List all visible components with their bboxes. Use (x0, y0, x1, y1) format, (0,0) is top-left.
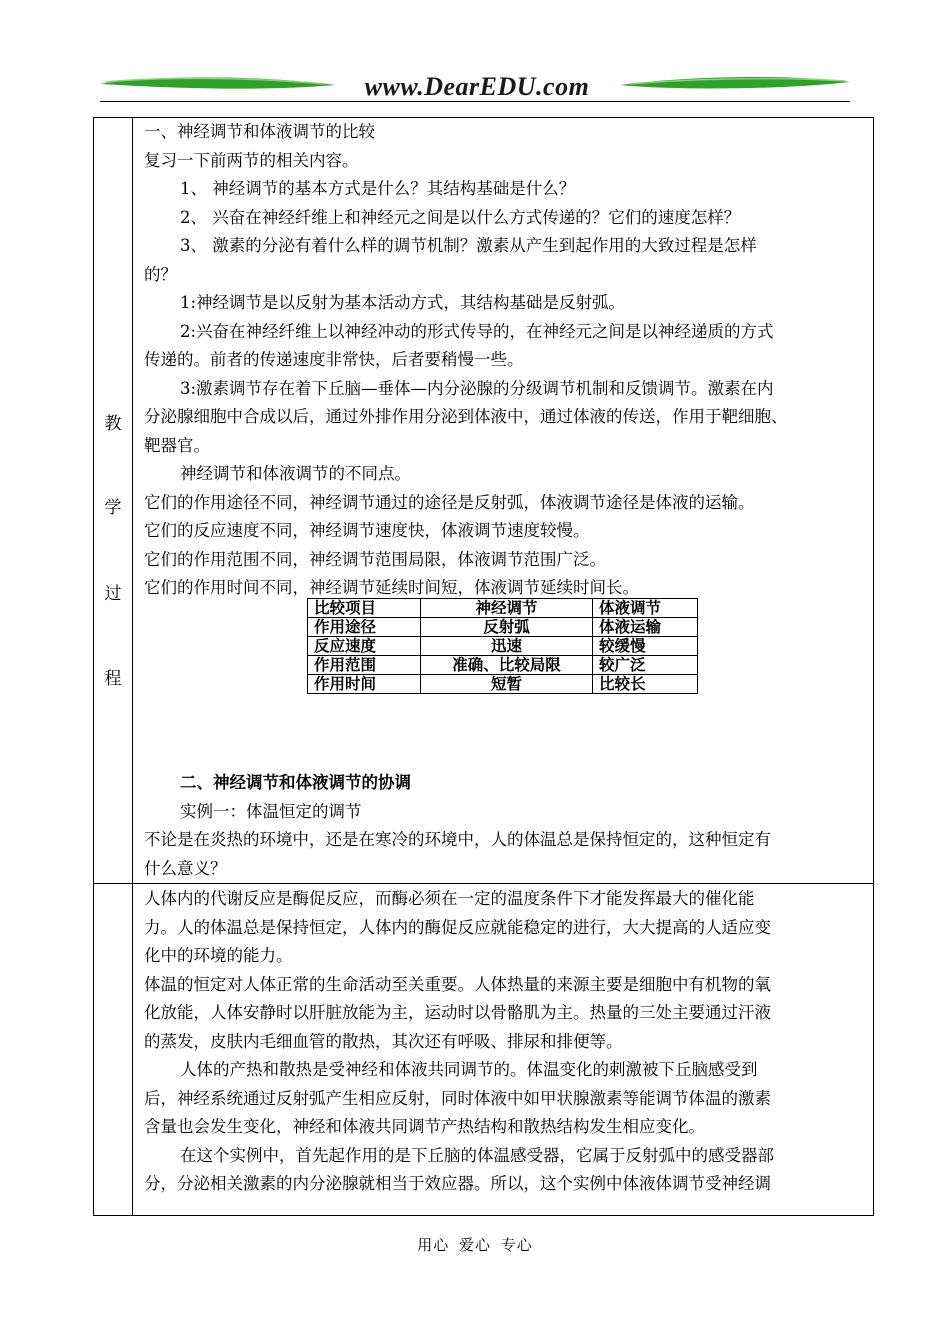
table-cell: 体液运输 (593, 618, 698, 637)
paragraph: 复习一下前两节的相关内容。 (144, 150, 359, 170)
difference-item: 它们的反应速度不同，神经调节速度快，体液调节速度较慢。 (144, 521, 590, 540)
sidebar-label-column (94, 118, 133, 883)
table-cell: 比较长 (593, 675, 698, 694)
table-cell: 作用途径 (308, 618, 421, 637)
table-row (308, 599, 698, 618)
table-cell: 神经调节 (421, 599, 593, 618)
table-row (308, 618, 698, 637)
lesson-frame-bottom (93, 883, 874, 1216)
review-question: 1、 神经调节的基本方式是什么？其结构基础是什么？ (180, 179, 576, 198)
answer-cont: 靶器官。 (144, 435, 210, 455)
part2-content (144, 885, 868, 1199)
sidebar-label-column (94, 884, 133, 1215)
paragraph: 分，分泌相关激素的内分泌腺就相当于效应器。所以，这个实例中体液体调节受神经调 (144, 1174, 771, 1193)
difference-item: 它们的作用范围不同，神经调节范围局限，体液调节范围广泛。 (144, 549, 606, 569)
table-row (308, 637, 698, 656)
paragraph: 人体的产热和散热是受神经和体液共同调节的。体温变化的刺激被下丘脑感受到 (180, 1060, 758, 1079)
table-cell: 体液调节 (593, 599, 698, 618)
table-cell: 作用范围 (308, 656, 421, 675)
answer: 2:兴奋在神经纤维上以神经冲动的形式传导的，在神经元之间是以神经递质的方式 (180, 321, 774, 341)
section-heading: 二、神经调节和体液调节的协调 (180, 773, 411, 792)
answer: 1:神经调节是以反射为基本活动方式，其结构基础是反射弧。 (180, 293, 626, 312)
paragraph: 人体内的代谢反应是酶促反应，而酶必须在一定的温度条件下才能发挥最大的催化能 (144, 889, 755, 908)
table-cell: 作用时间 (308, 675, 421, 694)
page-footer: 用心 爱心 专心 (417, 1236, 533, 1254)
difference-item: 它们的作用途径不同，神经调节通过的途径是反射弧，体液调节途径是体液的运输。 (144, 492, 755, 512)
paragraph: 化放能，人体安静时以肝脏放能为主，运动时以骨骼肌为主。热量的三处主要通过汗液 (144, 1003, 771, 1022)
table-cell: 迅速 (421, 637, 593, 656)
section1-content (144, 118, 868, 603)
paragraph: 不论是在炎热的环境中，还是在寒冷的环境中，人的体温总是保持恒定的，这种恒定有 (144, 830, 771, 849)
paragraph: 的蒸发，皮肤内毛细血管的散热，其次还有呼吸、排尿和排便等。 (144, 1031, 623, 1051)
sidebar-label-char: 教 (104, 414, 122, 434)
paragraph: 力。人的体温总是保持恒定，人体内的酶促反应就能稳定的进行，大大提高的人适应变 (144, 917, 771, 937)
paragraph: 后，神经系统通过反射弧产生相应反射，同时体液中如甲状腺激素等能调节体温的激素 (144, 1088, 771, 1108)
section2-content (144, 769, 868, 883)
paragraph: 化中的环境的能力。 (144, 946, 293, 965)
site-header (100, 70, 850, 104)
difference-item: 它们的作用时间不同，神经调节延续时间短，体液调节延续时间长。 (144, 578, 639, 597)
answer: 3:激素调节存在着下丘脑—垂体—内分泌腺的分级调节机制和反馈调节。激素在内 (180, 378, 774, 398)
table-cell: 反应速度 (308, 637, 421, 656)
paragraph: 体温的恒定对人体正常的生命活动至关重要。人体热量的来源主要是细胞中有机物的氧 (144, 974, 771, 994)
paragraph: 在这个实例中，首先起作用的是下丘脑的体温感受器，它属于反射弧中的感受器部 (180, 1145, 774, 1165)
sidebar-label-char: 过 (104, 584, 122, 604)
comparison-table (307, 598, 698, 694)
table-cell: 短暂 (421, 675, 593, 694)
site-logo-text: www.DearEDU.com (364, 72, 590, 101)
table-row (308, 675, 698, 694)
table-cell: 比较项目 (308, 599, 421, 618)
answer-cont: 分泌腺细胞中合成以后，通过外排作用分泌到体液中，通过体液的传送，作用于靶细胞、 (144, 407, 788, 426)
table-cell: 较广泛 (593, 656, 698, 675)
sidebar-label-char: 程 (104, 669, 122, 689)
lesson-frame-top (93, 117, 874, 884)
paragraph: 含量也会发生变化，神经和体液共同调节产热结构和散热结构发生相应变化。 (144, 1117, 705, 1136)
example-title: 实例一：体温恒定的调节 (180, 801, 362, 821)
paragraph: 什么意义？ (144, 858, 227, 878)
review-question: 3、 激素的分泌有着什么样的调节机制？激素从产生到起作用的大致过程是怎样 (180, 236, 757, 255)
paragraph: 神经调节和体液调节的不同点。 (180, 464, 411, 483)
review-question-cont: 的？ (144, 264, 177, 284)
review-question: 2、 兴奋在神经纤维上和神经元之间是以什么方式传递的？它们的速度怎样？ (180, 207, 741, 227)
table-cell: 较缓慢 (593, 637, 698, 656)
table-cell: 准确、比较局限 (421, 656, 593, 675)
header-divider (100, 101, 850, 102)
answer-cont: 传递的。前者的传递速度非常快，后者要稍慢一些。 (144, 350, 524, 369)
table-cell: 反射弧 (421, 618, 593, 637)
section-heading: 一、神经调节和体液调节的比较 (144, 122, 375, 141)
table-row (308, 656, 698, 675)
sidebar-label-char: 学 (104, 498, 122, 518)
